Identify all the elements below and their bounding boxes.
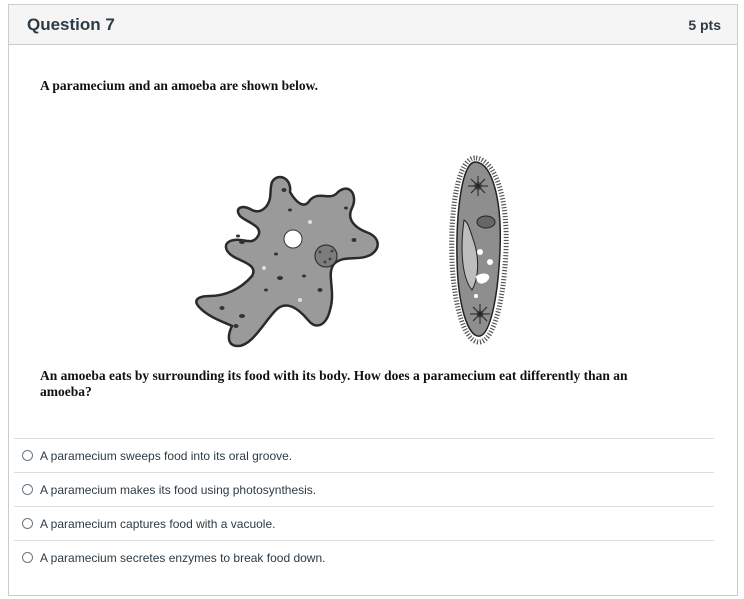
paramecium-illustration [452, 158, 507, 342]
radio-button[interactable] [22, 552, 33, 563]
answer-option[interactable] [14, 540, 714, 574]
radio-button[interactable] [22, 450, 33, 461]
answer-option[interactable] [14, 472, 714, 506]
radio-button[interactable] [22, 518, 33, 529]
answer-label: A paramecium captures food with a vacuole. [40, 516, 276, 531]
answer-label: A paramecium sweeps food into its oral groove. [40, 448, 293, 463]
answer-label: A paramecium makes its food using photosynthesis. [40, 482, 317, 497]
radio-button[interactable] [22, 484, 33, 495]
answer-list [14, 438, 714, 574]
question-stem-intro: A paramecium and an amoeba are shown below. [40, 78, 319, 93]
question-title: Question 7 [27, 14, 115, 34]
answer-label: A paramecium secretes enzymes to break food down. [40, 550, 326, 565]
organism-figure [180, 150, 520, 350]
amoeba-illustration [196, 177, 377, 346]
question-header [9, 5, 737, 45]
question-stem-prompt: An amoeba eats by surrounding its food with its body. How does a paramecium eat differently than an amoeba? [40, 368, 628, 399]
question-points: 5 pts [688, 16, 721, 33]
answer-option[interactable] [14, 438, 714, 472]
answer-option[interactable] [14, 506, 714, 540]
